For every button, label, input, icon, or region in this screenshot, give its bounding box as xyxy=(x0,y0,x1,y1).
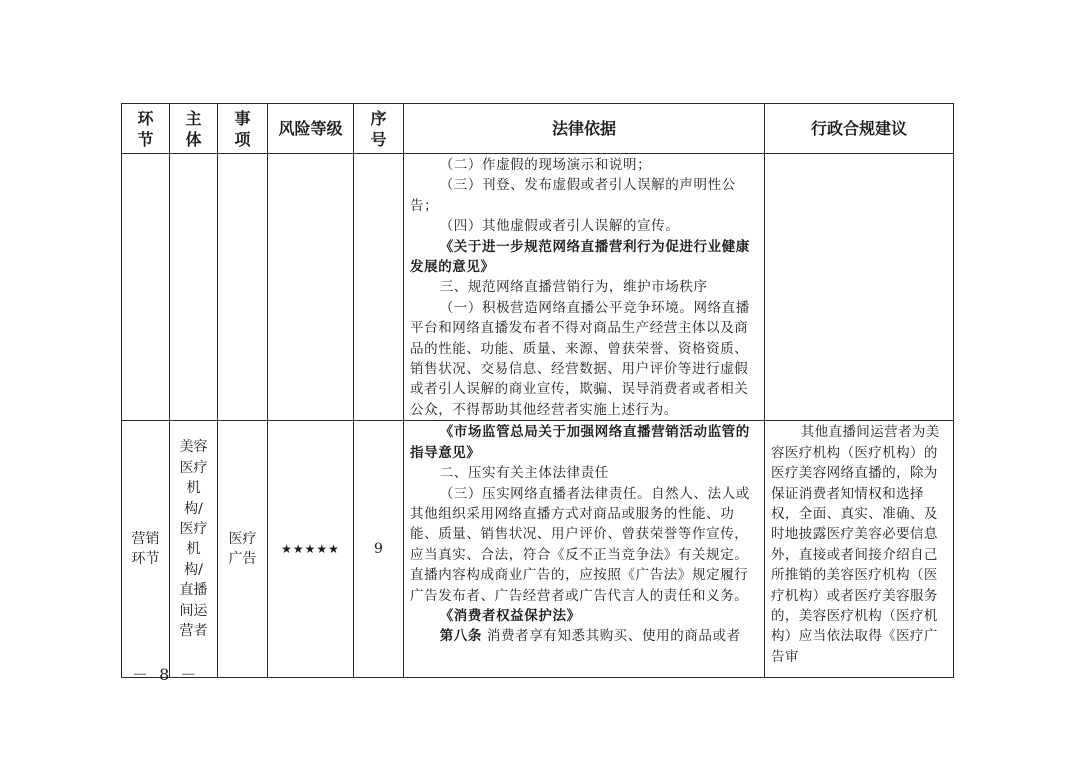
header-legal-basis: 法律依据 xyxy=(404,104,765,154)
table-row xyxy=(122,421,954,678)
cell-link: 营销环节 xyxy=(122,421,170,678)
cell-risk-empty xyxy=(268,154,354,421)
section-heading: 三、规范网络直播营销行为，维护市场秩序 xyxy=(439,279,708,296)
header-advice: 行政合规建议 xyxy=(765,104,954,154)
cell-link-empty xyxy=(122,154,170,421)
header-row xyxy=(122,104,954,154)
cell-seq-empty xyxy=(354,154,404,421)
article-text xyxy=(410,626,759,646)
cell-advice xyxy=(765,421,954,678)
risk-stars: ★★★★★ xyxy=(268,421,354,678)
cell-advice-empty xyxy=(765,154,954,421)
article-body: 消费者享有知悉其购买、使用的商品或者 xyxy=(486,628,741,645)
regulation-table xyxy=(121,103,954,678)
header-matter: 事项 xyxy=(218,104,268,154)
header-risk-level: 风险等级 xyxy=(268,104,354,154)
clause-text: （一）积极营造网络直播公平竞争环境。网络直播平台和网络直播发布者不得对商品生产经营主体以及商品的性能、功能、质量、来源、曾获荣誉、资格资质、销售状况、交易信息、经营数据、用户评价等进行虚假或者引人误解的商业宣传，欺骗、误导消费者或者相关公众，不得帮助其他经营者实施上述行为。 xyxy=(410,299,750,418)
legal-line: （四）其他虚假或者引人误解的宣传。 xyxy=(439,218,680,235)
cell-seq: 9 xyxy=(354,421,404,678)
legal-line: （三）刊登、发布虚假或者引人误解的声明性公告； xyxy=(410,177,736,214)
page-number: － 8 － xyxy=(132,665,200,684)
header-subject: 主体 xyxy=(170,104,218,154)
cell-matter: 医疗广告 xyxy=(218,421,268,678)
cell-subject: 美容医疗机构/医疗机构/直播间运营者 xyxy=(170,421,218,678)
section-heading: 二、压实有关主体法律责任 xyxy=(439,465,609,482)
advice-text: 其他直播间运营者为美容医疗机构（医疗机构）的医疗美容网络直播的，除为保证消费者知情权和选择权，全面、真实、准确、及时地披露医疗美容必要信息外，直接或者间接介绍自己所推销的美容医疗机构（医疗机构）或者医疗美容服务的，美容医疗机构（医疗机构）应当依法取得《医疗广告审 xyxy=(771,424,940,665)
clause-text: （三）压实网络直播者法律责任。自然人、法人或其他组织采用网络直播方式对商品或服务的性能、功能、质量、销售状况、用户评价、曾获荣誉等作宣传，应当真实、合法，符合《反不正当竞争法》有关规定。直播内容构成商业广告的，应按照《广告法》规定履行广告发布者、广告经营者或广告代言人的责任和义务。 xyxy=(410,485,750,604)
cell-legal-basis xyxy=(404,154,765,421)
header-seq: 序号 xyxy=(354,104,404,154)
header-link: 环节 xyxy=(122,104,170,154)
cell-matter-empty xyxy=(218,154,268,421)
law-title: 《消费者权益保护法》 xyxy=(439,607,581,624)
opinion-title: 《关于进一步规范网络直播营利行为促进行业健康发展的意见》 xyxy=(410,238,750,276)
article-label: 第八条 xyxy=(439,628,482,645)
cell-subject-empty xyxy=(170,154,218,421)
legal-line: （二）作虚假的现场演示和说明； xyxy=(439,157,652,173)
opinion-title: 《市场监管总局关于加强网络直播营销活动监管的指导意见》 xyxy=(410,424,750,461)
cell-legal-basis xyxy=(404,421,765,678)
table-row xyxy=(122,154,954,421)
